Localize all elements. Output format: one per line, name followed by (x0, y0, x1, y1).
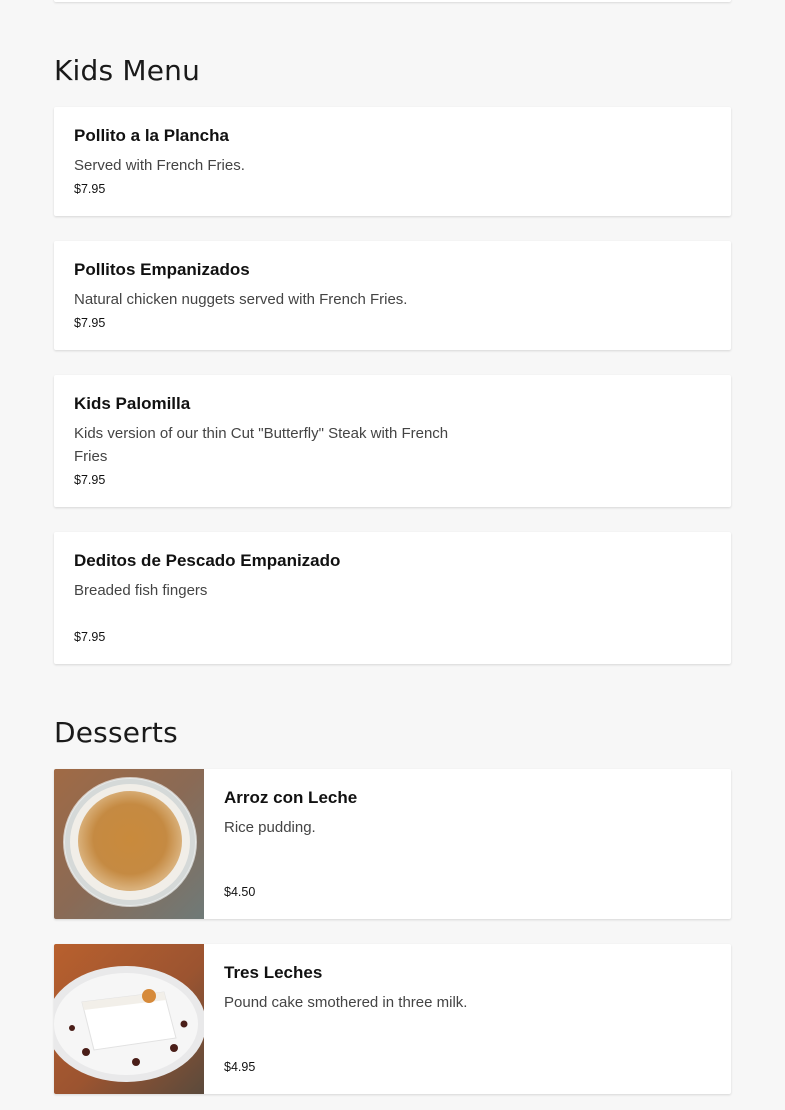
menu-item-card[interactable] (54, 375, 731, 507)
menu-item-card[interactable] (54, 107, 731, 216)
menu-item-price: $7.95 (74, 316, 106, 330)
menu-item-price: $7.95 (74, 473, 106, 487)
menu-item-description: Served with French Fries. (74, 157, 245, 174)
menu-item-name: Pollito a la Plancha (74, 126, 229, 145)
menu-item-price: $7.95 (74, 182, 106, 196)
menu-item-card[interactable] (54, 532, 731, 664)
menu-item-card[interactable] (54, 944, 731, 1094)
menu-item-card[interactable] (54, 241, 731, 350)
menu-item-description: Rice pudding. (224, 819, 316, 836)
menu-item-description: Breaded fish fingers (74, 582, 208, 599)
menu-item-name: Kids Palomilla (74, 394, 191, 413)
menu-item-price: $7.95 (74, 630, 106, 644)
previous-menu-item-card[interactable] (54, 0, 731, 2)
menu-item-description: Natural chicken nuggets served with French Fries. (74, 291, 408, 308)
menu-item-description: Kids version of our thin Cut "Butterfly" Steak with French Fries (74, 425, 449, 465)
menu-item-name: Deditos de Pescado Empanizado (74, 551, 341, 570)
menu-item-name: Pollitos Empanizados (74, 260, 250, 279)
menu-item-price: $4.50 (224, 885, 256, 899)
menu-item-card[interactable] (54, 769, 731, 919)
menu-item-description: Pound cake smothered in three milk. (224, 994, 468, 1011)
menu-item-name: Arroz con Leche (224, 788, 358, 807)
menu-item-price: $4.95 (224, 1060, 256, 1074)
arroz-con-leche-photo (54, 769, 204, 919)
section-title-kids-menu: Kids Menu (54, 54, 201, 87)
section-title-desserts: Desserts (54, 716, 178, 749)
tres-leches-photo (54, 944, 204, 1094)
menu-item-name: Tres Leches (224, 963, 323, 982)
